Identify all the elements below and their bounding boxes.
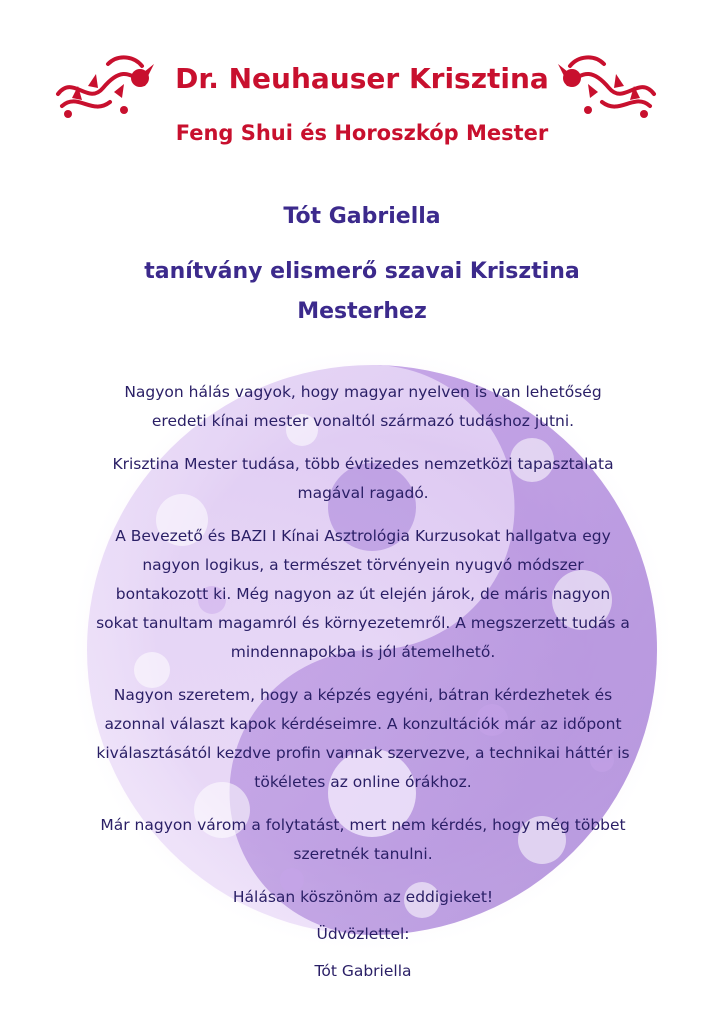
testimonial-paragraph: Már nagyon várom a folytatást, mert nem kérdés, hogy még többet szeretnék tanulni.	[100, 816, 626, 863]
signature: Tót Gabriella	[314, 962, 412, 980]
testimonial-paragraph: Krisztina Mester tudása, több évtizedes nemzetközi tapasztalata magával ragadó.	[112, 455, 614, 502]
testimonial-author-heading: Tót Gabriella	[283, 204, 441, 229]
greeting-line: Üdvözlettel:	[316, 925, 410, 943]
testimonial-paragraph: A Bevezető és BAZI I Kínai Asztrológia Kurzusokat hallgatva egy nagyon logikus, a természet törvényein nyugvó módszer bontakozott ki. Még nagyon az út elején járok, de máris nagyon sokat tanultam magamról és környezetemről. A megszerzett tudás a mindennapokba is jól átemelhető.	[96, 527, 630, 661]
testimonial-body	[96, 378, 630, 994]
red-dragon-icon	[48, 44, 156, 124]
master-subtitle: Feng Shui és Horoszkóp Mester	[175, 121, 549, 145]
master-name: Dr. Neuhauser Krisztina	[175, 62, 549, 95]
testimonial-title: tanítvány elismerő szavai Krisztina Mesterhez	[144, 259, 580, 324]
closing-line: Hálásan köszönöm az eddigieket!	[232, 888, 494, 906]
testimonial-paragraph: Nagyon hálás vagyok, hogy magyar nyelven is van lehetőség eredeti kínai mester vonaltól származó tudáshoz jutni.	[124, 383, 602, 430]
testimonial-paragraph: Nagyon szeretem, hogy a képzés egyéni, bátran kérdezhetek és azonnal választ kapok kérdéseimre. A konzultációk már az időpont kiválasztásától kezdve profin vannak szervezve, a technikai háttér is tökéletes az online órákhoz.	[96, 686, 630, 791]
